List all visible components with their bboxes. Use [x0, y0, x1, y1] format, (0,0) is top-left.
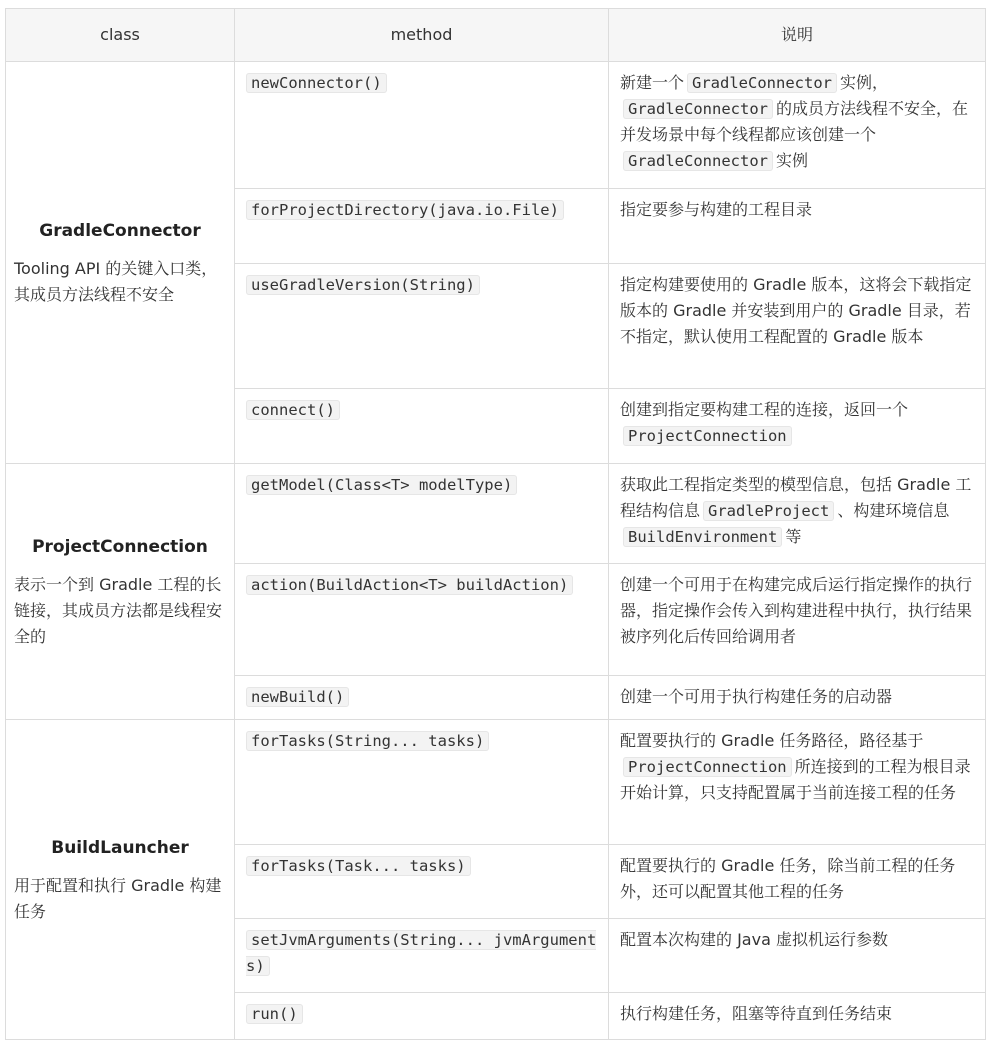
- method-signature: run(): [246, 1004, 303, 1024]
- description-cell: [609, 264, 986, 389]
- description-cell: [609, 845, 986, 919]
- class-name: ProjectConnection: [32, 536, 208, 557]
- header-row: [6, 9, 986, 62]
- method-signature: setJvmArguments(String... jvmArguments): [246, 931, 597, 975]
- description-text: 获取此工程指定类型的模型信息，包括 Gradle 工程结构信息: [620, 475, 972, 520]
- header-method: method: [235, 9, 609, 62]
- inline-code: GradleProject: [703, 501, 834, 521]
- description-cell: [609, 189, 986, 264]
- description-cell: [609, 720, 986, 845]
- header-description: 说明: [609, 9, 986, 62]
- inline-code: GradleConnector: [623, 151, 773, 171]
- method-signature: getModel(Class<T> modelType): [246, 475, 517, 495]
- table-body: [6, 62, 986, 1040]
- description-text: 创建到指定要构建工程的连接，返回一个: [620, 400, 909, 419]
- header-class: class: [6, 9, 235, 62]
- class-name: BuildLauncher: [51, 837, 189, 858]
- description-cell: [609, 676, 986, 720]
- method-cell: [235, 676, 609, 720]
- method-cell: [235, 62, 609, 189]
- description-text: 创建一个可用于在构建完成后运行指定操作的执行器，指定操作会传入到构建进程中执行，执行结果被序列化后传回给调用者: [620, 575, 973, 646]
- method-cell: [235, 564, 609, 676]
- description-text: 等: [785, 527, 802, 546]
- description-text: 配置本次构建的 Java 虚拟机运行参数: [620, 930, 888, 949]
- table-row: [6, 62, 986, 189]
- description-text: 配置要执行的 Gradle 任务，除当前工程的任务外，还可以配置其他工程的任务: [620, 856, 956, 901]
- class-description: 表示一个到 Gradle 工程的长链接，其成员方法都是线程安全的: [14, 574, 223, 646]
- method-cell: [235, 264, 609, 389]
- description-text: 实例，: [840, 73, 889, 92]
- description-text: 配置要执行的 Gradle 任务路径，路径基于: [620, 731, 924, 750]
- class-cell: [6, 62, 235, 464]
- description-text: 指定构建要使用的 Gradle 版本，这将会下载指定版本的 Gradle 并安装到用户的 Gradle 目录，若不指定，默认使用工程配置的 Gradle 版本: [620, 275, 972, 346]
- class-cell: [6, 464, 235, 720]
- description-cell: [609, 464, 986, 564]
- method-signature: newBuild(): [246, 687, 349, 707]
- method-signature: forProjectDirectory(java.io.File): [246, 200, 564, 220]
- description-cell: [609, 62, 986, 189]
- method-signature: forTasks(String... tasks): [246, 731, 489, 751]
- table-row: [6, 720, 986, 845]
- inline-code: ProjectConnection: [623, 757, 792, 777]
- method-cell: [235, 919, 609, 993]
- description-text: 创建一个可用于执行构建任务的启动器: [620, 687, 893, 706]
- method-signature: action(BuildAction<T> buildAction): [246, 575, 573, 595]
- description-text: 新建一个: [620, 73, 685, 92]
- description-text: 的成员方法线程不安全，在并发场景中每个线程都应该创建一个: [620, 99, 968, 144]
- description-cell: [609, 564, 986, 676]
- description-text: 指定要参与构建的工程目录: [620, 200, 813, 219]
- method-cell: [235, 993, 609, 1040]
- description-cell: [609, 993, 986, 1040]
- inline-code: BuildEnvironment: [623, 527, 782, 547]
- inline-code: GradleConnector: [623, 99, 773, 119]
- class-cell: [6, 720, 235, 1040]
- description-text: 所连接到的工程为根目录开始计算，只支持配置属于当前连接工程的任务: [620, 757, 971, 802]
- class-name: GradleConnector: [39, 220, 201, 241]
- description-text: 实例: [775, 151, 808, 170]
- method-signature: newConnector(): [246, 73, 387, 93]
- method-signature: forTasks(Task... tasks): [246, 856, 471, 876]
- inline-code: GradleConnector: [687, 73, 837, 93]
- description-cell: [609, 389, 986, 464]
- description-text: 、构建环境信息: [837, 501, 950, 520]
- method-cell: [235, 189, 609, 264]
- method-signature: connect(): [246, 400, 340, 420]
- method-cell: [235, 720, 609, 845]
- method-cell: [235, 845, 609, 919]
- description-text: 执行构建任务，阻塞等待直到任务结束: [620, 1004, 893, 1023]
- table-row: [6, 464, 986, 564]
- method-cell: [235, 389, 609, 464]
- method-cell: [235, 464, 609, 564]
- method-signature: useGradleVersion(String): [246, 275, 480, 295]
- class-description: Tooling API 的关键入口类，其成员方法线程不安全: [14, 258, 218, 304]
- class-description: 用于配置和执行 Gradle 构建任务: [14, 875, 222, 921]
- api-table: [5, 8, 986, 1040]
- inline-code: ProjectConnection: [623, 426, 792, 446]
- description-cell: [609, 919, 986, 993]
